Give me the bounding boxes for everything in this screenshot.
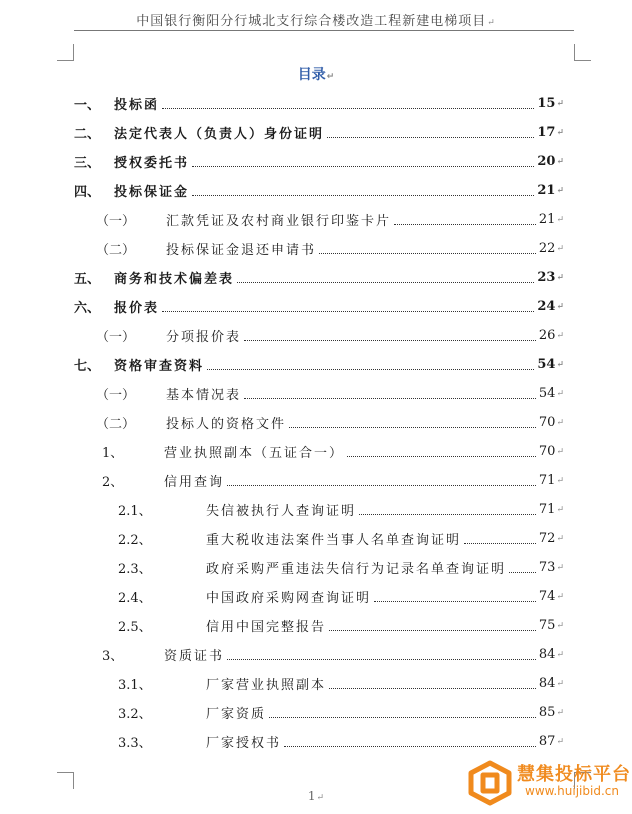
paragraph-mark-icon: ↵ — [556, 504, 564, 515]
toc-entry-number: （一） — [96, 330, 136, 345]
toc-entry-title: 基本情况表 — [166, 388, 242, 403]
toc-entry[interactable] — [74, 466, 564, 495]
logo-url: www.huijibid.cn — [525, 784, 619, 798]
paragraph-mark-icon: ↵ — [556, 707, 564, 718]
toc-entry[interactable] — [74, 205, 564, 234]
toc-entry-title: 厂家资质 — [206, 707, 267, 722]
toc-entry-page: 84 — [538, 676, 556, 691]
toc-entry-number: 3.2、 — [118, 707, 152, 722]
toc-entry-page: 71 — [538, 473, 556, 488]
crop-mark-top-left — [57, 44, 74, 61]
paragraph-mark-icon: ↵ — [556, 359, 564, 370]
paragraph-mark-icon: ↵ — [556, 678, 564, 689]
toc-entry-page: 20 — [537, 154, 556, 169]
toc-entry[interactable] — [74, 524, 564, 553]
toc-entry-title: 授权委托书 — [114, 156, 190, 171]
paragraph-mark-icon: ↵ — [556, 185, 564, 196]
toc-dot-leader — [374, 601, 536, 602]
toc-entry[interactable] — [74, 553, 564, 582]
toc-entry[interactable] — [74, 292, 564, 321]
toc-entry-title: 政府采购严重违法失信行为记录名单查询证明 — [206, 562, 507, 577]
paragraph-mark-icon: ↵ — [326, 72, 335, 82]
toc-entry-page: 84 — [538, 647, 556, 662]
toc-entry-number: 2.2、 — [118, 533, 152, 548]
crop-mark-top-right — [574, 44, 591, 61]
toc-entry-number: 2.4、 — [118, 591, 152, 606]
paragraph-mark-icon: ↵ — [556, 156, 564, 167]
toc-dot-leader — [162, 108, 534, 109]
toc-dot-leader — [192, 195, 534, 196]
toc-entry-title: 信用查询 — [164, 475, 225, 490]
toc-dot-leader — [227, 659, 536, 660]
toc-entry[interactable] — [74, 350, 564, 379]
paragraph-mark-icon: ↵ — [556, 620, 564, 631]
paragraph-mark-icon: ↵ — [556, 330, 564, 341]
toc-dot-leader — [329, 688, 536, 689]
toc-entry-page: 72 — [538, 531, 556, 546]
document-header — [0, 10, 632, 29]
toc-entry[interactable] — [74, 408, 564, 437]
toc-entry-page: 22 — [538, 241, 556, 256]
toc-entry-number: （一） — [96, 214, 136, 229]
toc-entry-number: 3.1、 — [118, 678, 152, 693]
toc-entry-page: 74 — [538, 589, 556, 604]
paragraph-mark-icon: ↵ — [556, 649, 564, 660]
toc-dot-leader — [329, 630, 536, 631]
toc-entry-page: 21 — [538, 212, 556, 227]
toc-dot-leader — [289, 427, 536, 428]
toc-entry-title: 投标保证金退还申请书 — [166, 243, 317, 258]
toc-entry-title: 分项报价表 — [166, 330, 242, 345]
toc-entry-number: 2、 — [102, 475, 124, 490]
toc-entry-title: 营业执照副本（五证合一） — [164, 446, 345, 461]
toc-entry-title: 资质证书 — [164, 649, 225, 664]
toc-entry-number: 六、 — [74, 301, 101, 316]
toc-entry[interactable] — [74, 669, 564, 698]
page-number: 1 — [307, 789, 316, 803]
paragraph-mark-icon: ↵ — [556, 98, 564, 109]
toc-dot-leader — [244, 398, 536, 399]
toc-entry-page: 15 — [537, 96, 556, 111]
toc-entry[interactable] — [74, 437, 564, 466]
toc-entry-number: 一、 — [74, 98, 101, 113]
toc-entry-title: 投标人的资格文件 — [166, 417, 287, 432]
toc-entry-number: （二） — [96, 243, 136, 258]
paragraph-mark-icon: ↵ — [556, 475, 564, 486]
toc-entry[interactable] — [74, 321, 564, 350]
logo-name: 慧集投标平台 — [517, 764, 631, 785]
toc-entry-number: 七、 — [74, 359, 101, 374]
toc-dot-leader — [269, 717, 536, 718]
watermark-logo — [465, 757, 630, 807]
toc-entry-title: 厂家授权书 — [206, 736, 282, 751]
toc-dot-leader — [192, 166, 534, 167]
paragraph-mark-icon: ↵ — [556, 127, 564, 138]
toc-entry-number: 3.3、 — [118, 736, 152, 751]
toc-dot-leader — [347, 456, 536, 457]
toc-entry-number: 四、 — [74, 185, 101, 200]
toc-entry-title: 中国政府采购网查询证明 — [206, 591, 372, 606]
toc-entry-number: 2.3、 — [118, 562, 152, 577]
toc-dot-leader — [237, 282, 534, 283]
toc-dot-leader — [284, 746, 536, 747]
paragraph-mark-icon: ↵ — [556, 388, 564, 399]
toc-entry[interactable] — [74, 582, 564, 611]
toc-entry-number: 3、 — [102, 649, 124, 664]
toc-entry-page: 85 — [538, 705, 556, 720]
toc-entry[interactable] — [74, 89, 564, 118]
toc-dot-leader — [207, 369, 534, 370]
paragraph-mark-icon: ↵ — [556, 214, 564, 225]
paragraph-mark-icon: ↵ — [556, 446, 564, 457]
toc-entry-title: 商务和技术偏差表 — [114, 272, 235, 287]
toc-entry[interactable] — [74, 727, 564, 756]
toc-entry-number: 三、 — [74, 156, 101, 171]
toc-entry-title: 法定代表人（负责人）身份证明 — [114, 127, 325, 142]
toc-entry-title: 失信被执行人查询证明 — [206, 504, 357, 519]
toc-entry[interactable] — [74, 495, 564, 524]
toc-entry-page: 24 — [537, 299, 556, 314]
toc-entry-page: 17 — [537, 125, 556, 140]
toc-dot-leader — [244, 340, 536, 341]
toc-entry-page: 71 — [538, 502, 556, 517]
paragraph-mark-icon: ↵ — [556, 533, 564, 544]
toc-entry-page: 26 — [538, 328, 556, 343]
toc-entry-page: 73 — [538, 560, 556, 575]
toc-entry-title: 汇款凭证及农村商业银行印鉴卡片 — [166, 214, 392, 229]
toc-entry-page: 70 — [538, 415, 556, 430]
toc-entry-page: 54 — [538, 386, 556, 401]
paragraph-mark-icon: ↵ — [556, 591, 564, 602]
paragraph-mark-icon: ↵ — [316, 793, 325, 803]
paragraph-mark-icon: ↵ — [556, 301, 564, 312]
toc-entry-page: 21 — [537, 183, 556, 198]
toc-entry-title: 资格审查资料 — [114, 359, 205, 374]
toc-entry[interactable] — [74, 118, 564, 147]
toc-entry-number: 2.5、 — [118, 620, 152, 635]
toc-entry[interactable] — [74, 611, 564, 640]
toc-entry-number: （二） — [96, 417, 136, 432]
toc-entry-title: 信用中国完整报告 — [206, 620, 327, 635]
toc-entry-number: 1、 — [102, 446, 124, 461]
toc-entry[interactable] — [74, 263, 564, 292]
crop-mark-bottom-left — [57, 772, 74, 789]
toc-entry[interactable] — [74, 379, 564, 408]
toc-dot-leader — [394, 224, 536, 225]
toc-entry-page: 70 — [538, 444, 556, 459]
paragraph-mark-icon: ↵ — [556, 417, 564, 428]
huiji-logo-icon — [465, 757, 515, 807]
toc-dot-leader — [509, 572, 536, 573]
toc-entry-title: 重大税收违法案件当事人名单查询证明 — [206, 533, 462, 548]
toc-dot-leader — [319, 253, 536, 254]
toc-dot-leader — [464, 543, 536, 544]
toc-dot-leader — [162, 311, 534, 312]
toc-dot-leader — [327, 137, 534, 138]
toc-entry-title: 投标函 — [114, 98, 160, 113]
paragraph-mark-icon: ↵ — [556, 272, 564, 283]
toc-title: 目录 — [297, 67, 326, 83]
paragraph-mark-icon: ↵ — [556, 736, 564, 747]
toc-entry[interactable] — [74, 147, 564, 176]
paragraph-mark-icon: ↵ — [556, 562, 564, 573]
toc-entry-title: 报价表 — [114, 301, 160, 316]
toc-entry-page: 75 — [538, 618, 556, 633]
toc-entry[interactable] — [74, 176, 564, 205]
paragraph-mark-icon: ↵ — [487, 18, 496, 28]
toc-entry-number: 五、 — [74, 272, 101, 287]
toc-entry[interactable] — [74, 698, 564, 727]
toc-entry[interactable] — [74, 234, 564, 263]
toc-entry-page: 87 — [538, 734, 556, 749]
header-text: 中国银行衡阳分行城北支行综合楼改造工程新建电梯项目 — [136, 14, 487, 29]
header-rule — [74, 30, 574, 31]
toc-entry-page: 54 — [537, 357, 556, 372]
toc-heading — [0, 64, 632, 84]
table-of-contents — [74, 89, 564, 756]
toc-entry-number: （一） — [96, 388, 136, 403]
toc-entry-page: 23 — [537, 270, 556, 285]
toc-entry-title: 投标保证金 — [114, 185, 190, 200]
toc-dot-leader — [359, 514, 536, 515]
toc-entry[interactable] — [74, 640, 564, 669]
toc-entry-number: 2.1、 — [118, 504, 152, 519]
paragraph-mark-icon: ↵ — [556, 243, 564, 254]
toc-entry-title: 厂家营业执照副本 — [206, 678, 327, 693]
toc-dot-leader — [227, 485, 536, 486]
toc-entry-number: 二、 — [74, 127, 101, 142]
